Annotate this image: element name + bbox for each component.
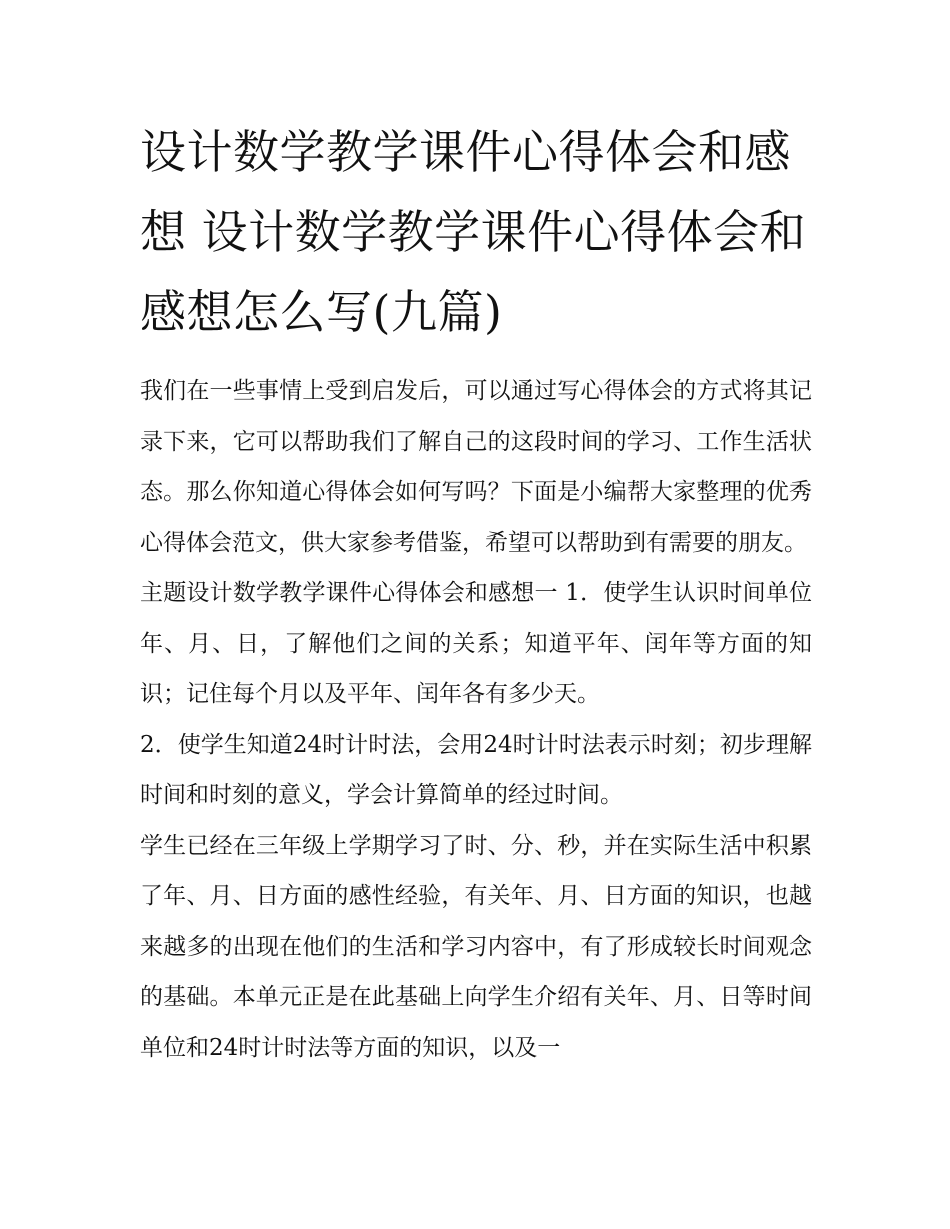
paragraph-background: 学生已经在三年级上学期学习了时、分、秒，并在实际生活中积累了年、月、日方面的感性经验，有关年、月、日方面的知识，也越来越多的出现在他们的生活和学习内容中，有了形成较长时间观念的基础。本单元正是在此基础上向学生介绍有关年、月、日等时间单位和24时计时法等方面的知识，以及一 <box>140 832 812 1061</box>
document-title: 设计数学教学课件心得体会和感想 设计数学教学课件心得体会和感想怎么写(九篇) <box>140 125 807 339</box>
document-body <box>140 112 812 1073</box>
paragraph-point-two: 2．使学生知道24时计时法，会用24时计时法表示时刻；初步理解时间和时刻的意义，学会计算简单的经过时间。 <box>140 731 812 808</box>
paragraph-intro: 我们在一些事情上受到启发后，可以通过写心得体会的方式将其记录下来，它可以帮助我们了解自己的这段时间的学习、工作生活状态。那么你知道心得体会如何写吗？下面是小编帮大家整理的优秀心得体会范文，供大家参考借鉴，希望可以帮助到有需要的朋友。 <box>140 378 812 556</box>
paragraph-section-one: 主题设计数学教学课件心得体会和感想一 1．使学生认识时间单位年、月、日，了解他们之间的关系；知道平年、闰年等方面的知识；记住每个月以及平年、闰年各有多少天。 <box>140 580 812 707</box>
